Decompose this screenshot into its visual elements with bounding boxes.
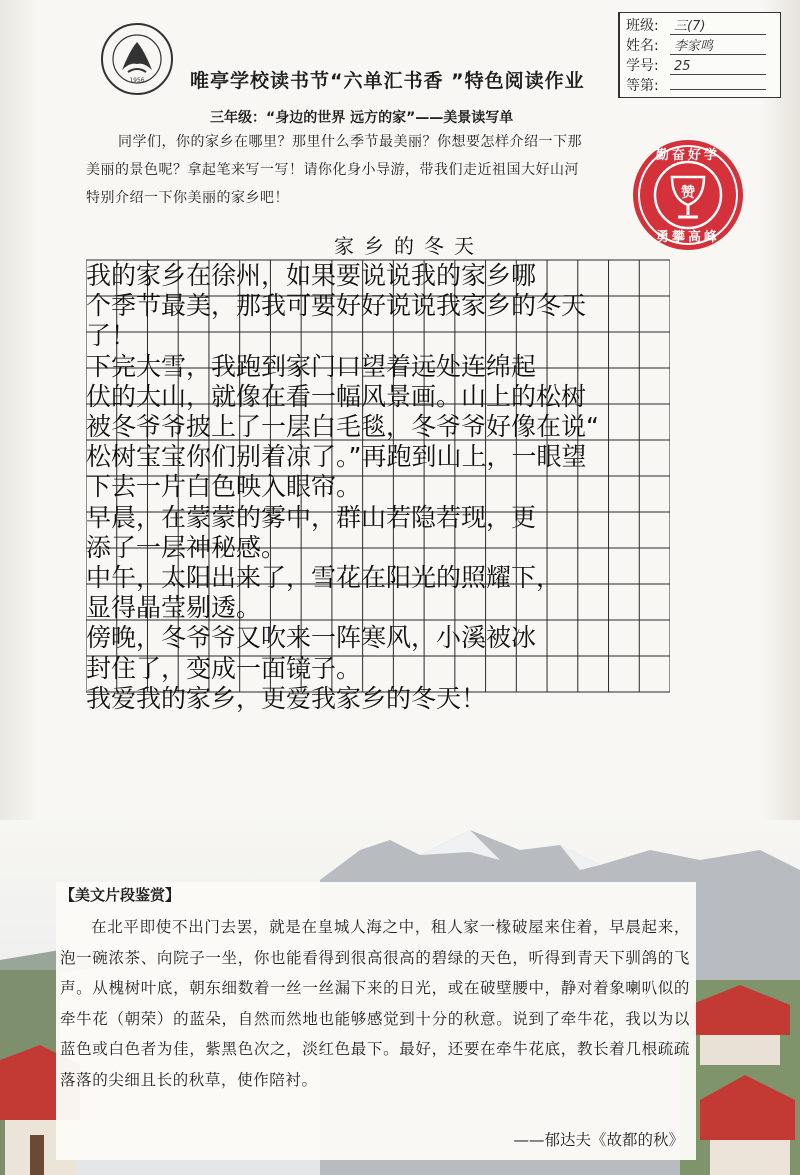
essay-line: 傍晚，冬爷爷又吹来一阵寒风，小溪被冰: [86, 623, 537, 653]
essay-line: 被冬爷爷披上了一层白毛毯，冬爷爷好像在说“: [86, 412, 599, 441]
essay-line: 伏的大山，就像在看一幅风景画。山上的松树: [86, 381, 587, 411]
stamp-center: 赞: [681, 185, 695, 201]
appreciation-heading: 【美文片段鉴赏】: [60, 886, 181, 904]
prompt-line-1: 同学们，你的家乡在哪里？那里什么季节最美丽？你想要怎样介绍一下那: [118, 134, 582, 150]
info-row-name: [626, 35, 766, 55]
student-info-box: [618, 12, 781, 98]
essay-line: 中午，太阳出来了，雪花在阳光的照耀下，: [86, 563, 562, 592]
essay-line: 我爱我的家乡，更爱我家乡的冬天！: [86, 683, 487, 713]
essay-line: 早晨，在蒙蒙的雾中，群山若隐若现，更: [86, 502, 537, 532]
essay-line: 个季节最美，那我可要好好说说我家乡的冬天: [86, 291, 587, 321]
class-value[interactable]: 三(7): [670, 15, 766, 35]
appreciation-source: ——郁达夫《故都的秋》: [513, 1131, 684, 1149]
grade-value[interactable]: [670, 89, 766, 90]
info-row-class: [626, 15, 766, 35]
stamp-top-text: 勤奋好学: [655, 148, 721, 163]
appreciation-section: [56, 882, 696, 1160]
prompt-line-3: 特别介绍一下你美丽的家乡吧！: [86, 190, 289, 206]
prompt-line-2: 美丽的景色呢？拿起笔来写一写！请你化身小导游，带我们走近祖国大好山河: [86, 162, 579, 178]
name-label: 姓名:: [626, 38, 659, 54]
grade-label: 等第:: [626, 78, 659, 94]
school-title: 唯亭学校读书节“六单汇书香 ”特色阅读作业: [190, 70, 585, 92]
essay-title: 家乡的冬天: [334, 234, 484, 258]
appreciation-body: 在北平即使不出门去罢，就是在皇城人海之中，租人家一椽破屋来住着，早晨起来，泡一碗浓茶、向院子一坐，你也能看得到很高很高的碧绿的天色，听得到青天下驯鸽的飞声。从槐树叶底，朝东细数着一丝一丝漏下来的日光，或在破壁腰中，静对着象喇叭似的牵牛花（朝荣）的蓝朵，自然而然地也能够感觉到十分的秋意。说到了牵牛花，我以为以蓝色或白色者为佳，紫黑色次之，淡红色最下。最好，还要在牵牛花底，教长着几根疏疏落落的尖细且长的秋草，使作陪衬。: [60, 918, 690, 1089]
class-label: 班级:: [626, 18, 659, 34]
name-value[interactable]: 李家鸣: [670, 35, 766, 55]
essay-line: 添了一层神秘感。: [86, 532, 287, 562]
school-logo-icon: [100, 22, 174, 96]
logo-year: 1956: [129, 77, 145, 84]
number-value[interactable]: 25: [670, 59, 766, 75]
essay-line: 显得晶莹剔透。: [86, 593, 262, 623]
essay-line: 了！: [86, 321, 137, 351]
essay-grid: [86, 234, 670, 713]
info-row-number: [626, 55, 766, 75]
essay-line: 下完大雪，我跑到家门口望着远处连绵起: [86, 351, 537, 381]
info-row-grade: [626, 75, 766, 95]
essay-line: 封住了，变成一面镜子。: [86, 653, 362, 683]
number-label: 学号:: [626, 58, 659, 74]
worksheet-subtitle: 三年级：“身边的世界 远方的家”——美景读写单: [210, 110, 514, 126]
essay-line: 下去一片白色映入眼帘。: [86, 472, 362, 502]
stamp-bottom-text: 勇攀高峰: [655, 230, 721, 245]
essay-line: 我的家乡在徐州，如果要说说我的家乡哪: [86, 261, 537, 290]
essay-line: 松树宝宝你们别着凉了。”再跑到山上，一眼望: [86, 442, 587, 472]
